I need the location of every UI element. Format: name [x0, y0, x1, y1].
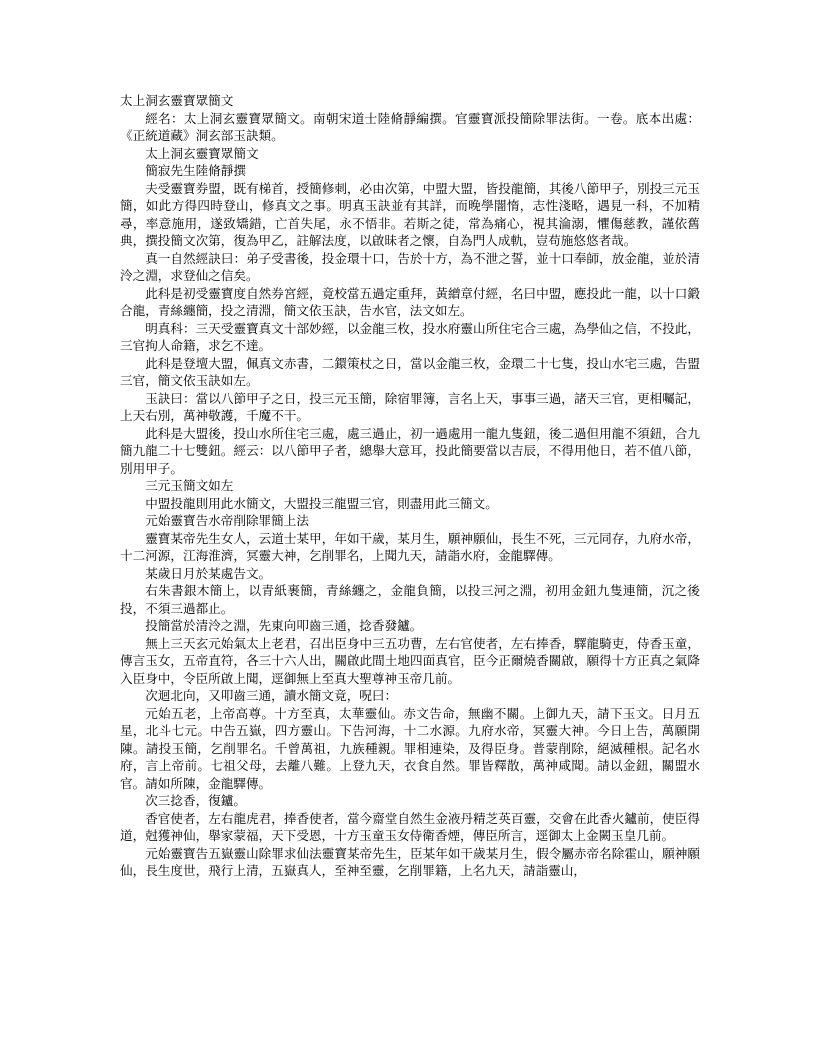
paragraph-mingzhen-ke: 明真科：三天受靈寶真文十部妙經，以金龍三枚，投水府靈山所住宅合三處，為學仙之信，不投此，三官拘人命籍，求乞不達。 [120, 320, 700, 353]
paragraph-zhenyi-ziran-jingjue: 真一自然經訣曰：弟子受書後，投金環十口，告於十方，為不泄之誓，並十口奉師，放金龍，並於清泠之淵，求登仙之信矣。 [120, 250, 700, 283]
paragraph-dengtan-dameng: 此科是登壇大盟，佩真文赤書，二鐶策杖之日，當以金龍三枚，金環二十七隻，投山水宅三處，告盟三官，簡文依玉訣如左。 [120, 355, 700, 388]
paragraph-ci-hui-beixiang: 次迴北向，又叩齒三通，讀水簡文竟，呪曰： [145, 688, 398, 703]
document-text-column [120, 92, 700, 880]
paragraph-you-zhushu: 右朱書銀木簡上，以青紙裹簡，青絲纏之，金龍負簡，以投三河之淵，初用金鈕九隻連簡，沉之後投，不須三過都止。 [120, 583, 700, 616]
heading-yuanshi-lingbao-shuidi: 元始靈寶告水帝削除罪簡上法 [145, 513, 309, 528]
paragraph-yuanshi-lingbao-wuyue: 元始靈寶告五嶽靈山除罪求仙法靈寶某帝先生，臣某年如干歲某月生，假令屬赤帝名除霍山，願神願仙，長生度世，飛行上清，五嶽真人，至神至靈，乞削罪籍，上名九天，請詣靈山， [120, 845, 700, 878]
paragraph-zhongmeng-toulong: 中盟投龍則用此水簡文，大盟投三龍盟三官，則盡用此三簡文。 [145, 495, 498, 511]
heading-sanyuan-yujian-wen: 三元玉簡文如左 [145, 478, 234, 493]
document-title: 太上洞玄靈寶眾簡文 [120, 93, 234, 108]
paragraph-incantation-yuanshi-wulao: 元始五老，上帝高尊。十方至真，太華靈仙。赤文告命，無幽不關。上御九天，請下玉文。日月五星，北斗七元。中告五嶽，四方靈山。下告河海，十二水源。九府水帝，冥靈大神。今日上告，萬願開陳。請投玉簡，乞削罪名。千曾萬祖，九族種親。罪相連染，及得臣身。普蒙削除，絕滅種根。記名水府，言上帝前。七祖父母，去離八難。上登九天，衣食自然。罪皆釋散，萬神咸聞。請以金鈕，關盟水官。請如所陳，金龍驛傳。 [120, 705, 700, 791]
paragraph-first-rite-zhongmeng: 此科是初受靈寶度自然券宮經，竟校當五過定重拜，黃繒章付經，名曰中盟，應投此一龍，以十口鍛合龍，青絲纏簡，投之清淵，簡文依玉訣，告水官，法文如左。 [120, 285, 700, 318]
paragraph-work-title: 太上洞玄靈寶眾簡文 [145, 145, 259, 161]
paragraph-xiangguan-shizhe: 香官使者，左右龍虎君，捧香使者，當今齋堂自然生金液丹精芝英百靈，交會在此香火鑪前，使臣得道，尅獲神仙，舉家蒙福，天下受恩，十方玉童玉女侍衛香煙，傳臣所言，逕御太上金闕玉皇几前。 [120, 810, 700, 843]
paragraph-wushang-santian: 無上三天玄元始氣太上老君，召出臣身中三五功曹，左右官使者，左右捧香，驛龍騎吏，侍香玉童，傳言玉女，五帝直符，各三十六人出，關啟此間土地四面真官，臣今正爾燒香關啟，願得十方正真之氣降入臣身中，令臣所啟上聞，逕御無上至真大聖尊神玉帝几前。 [120, 635, 700, 686]
paragraph-scripture-name: 經名：太上洞玄靈寶眾簡文。南朝宋道士陸脩靜編撰。官靈寶派投簡除罪法街。一卷。底本出處：《正統道藏》洞玄部玉訣類。 [120, 110, 700, 143]
paragraph-ci-san-nianxiang: 次三捻香，復鑪。 [145, 793, 246, 808]
paragraph-toujian-qingling: 投簡當於清泠之淵，先東向叩齒三通，捻香發鑪。 [145, 618, 423, 633]
paragraph-yujue-yue: 玉訣曰：當以八節甲子之日，投三元玉簡，除宿罪簿，言名上天，事事三過，諸天三官，更相囑記，上天右別，萬神敬護，千魔不干。 [120, 390, 700, 423]
paragraph-after-dameng: 此科是大盟後，投山水所住宅三處，處三過止，初一過處用一龍九隻鈕，後二過但用龍不須鈕，合九簡九龍二十七雙鈕。經云：以八節甲子者，總舉大意耳，投此簡要當以吉辰，不得用他日，若不值八節，別用甲子。 [120, 425, 700, 476]
paragraph-mousui-riyue: 某歲日月於某處告文。 [145, 565, 272, 581]
paragraph-author-attribution: 簡寂先生陸脩靜撰 [145, 163, 246, 178]
paragraph-lingbao-moudi: 靈寶某帝先生女人，云道士某甲，年如干歲，某月生，願神願仙，長生不死，三元同存，九府水帝，十二河源，江海淮濟，冥靈大神，乞削罪名，上聞九天，請詣水府，金龍驛傳。 [120, 530, 700, 563]
paragraph-preface: 夫受靈寶券盟，既有梯首，授簡修刺，必由次第，中盟大盟，皆投龍簡，其後八節甲子，別投三元玉簡，如此方得四時登山，修真文之事。明真玉訣並有其詳，而晚學闇惰，志性淺略，遇見一科，不加精尋，率意施用，遂致矯錯，亡首失尾，永不悟非。若斯之徒，常為痛心，視其淪溺，懼傷慈教，謹依舊典，撰投簡文次第，復為甲乙，註解法度，以啟昧者之懷，自為門人成軌，豈苟施悠悠者哉。 [120, 180, 700, 248]
